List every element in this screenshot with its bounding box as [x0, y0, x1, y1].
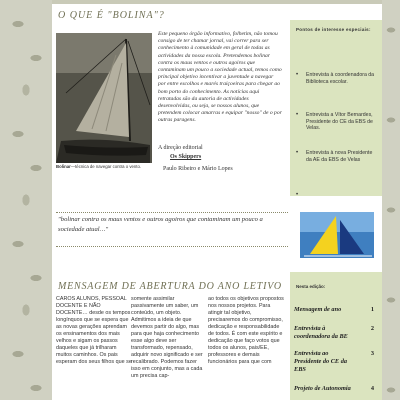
- quote-bottom-divider: [56, 246, 288, 247]
- quote-text: "bolinar contra os maus ventos e outros agoiros que contaminam um pouco a sociedade atual…": [58, 216, 263, 233]
- sidebar-item: [296, 112, 378, 132]
- section-title-bolina: O QUE É "BOLINA"?: [58, 10, 165, 21]
- toc-entry-name: Entrevista à coordenadora da BE: [294, 325, 348, 340]
- toc-entry-page: 4: [370, 385, 374, 392]
- sidebar-item-text: Entrevista à coordenadora da Biblioteca escolar.: [306, 72, 375, 85]
- sidebar-item-text: Entrevista a Vítor Bernardes, Presidente do CE da EBS de Velas.: [306, 112, 373, 132]
- sidebar-title: Pontos de interesse especiais:: [296, 27, 371, 32]
- article-column: CAROS ALUNOS, PESSOAL DOCENTE E NÃO DOCENTE… desde os tempos longínquos que se espera que as novas gerações aprendam os ensinamentos dos mais velhos e sigam os passos daqueles que já trilharam muitos caminhos. Os pais esperam dos seus filhos que se: [56, 296, 132, 365]
- sidebar-item: [296, 72, 378, 85]
- bullet-icon: •: [296, 112, 299, 118]
- skippers-names: Paulo Ribeiro e Mário Lopes: [163, 166, 233, 172]
- sidebar-item-text: Entrevista à nova Presidente da AE da EBS de Velas: [306, 150, 373, 163]
- school-logo: [298, 210, 376, 260]
- quote-top-divider: [56, 212, 288, 213]
- photo-caption: [56, 164, 154, 170]
- table-of-contents: [290, 272, 382, 400]
- sailboat-photo: [56, 33, 152, 163]
- toc-entry-page: 1: [370, 306, 374, 313]
- top-strip: [52, 0, 382, 4]
- section-title-mensagem: MENSAGEM DE ABERTURA DO ANO LETIVO: [58, 281, 282, 292]
- skippers-label: Os Skippers: [170, 154, 202, 160]
- caption-text: —técnica de navegar contra o vento.: [70, 164, 142, 169]
- toc-entry-name: Entrevista ao Presidente do CE da EBS: [294, 350, 347, 373]
- toc-entry-page: 3: [370, 350, 374, 357]
- toc-entry[interactable]: [294, 385, 380, 393]
- toc-entry-page: 2: [370, 325, 374, 332]
- toc-entry[interactable]: [294, 306, 380, 314]
- toc-entry[interactable]: [294, 350, 380, 374]
- sidebar-highlights: [290, 20, 382, 196]
- decorative-border-left: [0, 0, 52, 400]
- bullet-icon: •: [296, 192, 299, 198]
- intro-paragraph: Este pequeno órgão informativo, folhetim, não tomou consigo de ter chamar jornal, vai correr para ser conhecimento à comunidade em geral de todas as actividades da nossa escola. Pretendemos bolinar contra os maus ventos e outros agoiros que contaminam um pouco a sociedade actual, temos como principal objetivo incentivar a juventude a navegar por entre escolhos e marés traiçoeiras para chegar ao bom porto do conhecimento. As notícias aqui retratadas são da autoria de actividades desenvolvidas, ou seja, se nossos alunos, que pretendem colocar amarras e equipar "nosso" de o por outras paragens.: [158, 31, 282, 124]
- toc-title: Nesta edição:: [296, 284, 326, 289]
- decorative-border-right: [382, 0, 400, 400]
- caption-bold: Bolinar: [56, 164, 71, 169]
- article-column: ao todos os objetivos propostos nos nossos projetos. Para atingir tal objetivo, precisaremos do compromisso, dedicação e responsabilidade de todos. É com este espírito e dedicação que faço votos que todos os alunos, pais/EE, professores e demais funcionários para que com: [208, 296, 284, 365]
- toc-entry[interactable]: [294, 325, 380, 341]
- sidebar-item: [296, 150, 378, 163]
- pull-quote: [56, 212, 288, 248]
- bullet-icon: •: [296, 72, 299, 78]
- bullet-icon: •: [296, 150, 299, 156]
- toc-entry-name: Projeto de Autonomia: [294, 385, 351, 392]
- article-column: somente assimilar passivamente um saber, um conteúdo, um objeto. Admitimos a ideia de que devemos partir do algo, mas para que haja conhecimento esse algo deve ser transformado, repensado, adquirir novo significado e ser recalibrado. Podemos fazer isso em conjunto, mas a cada um precisa cap-: [131, 296, 203, 379]
- toc-entry-name: Mensagem de ano: [294, 306, 342, 313]
- direction-label: A direção editorial: [158, 145, 203, 151]
